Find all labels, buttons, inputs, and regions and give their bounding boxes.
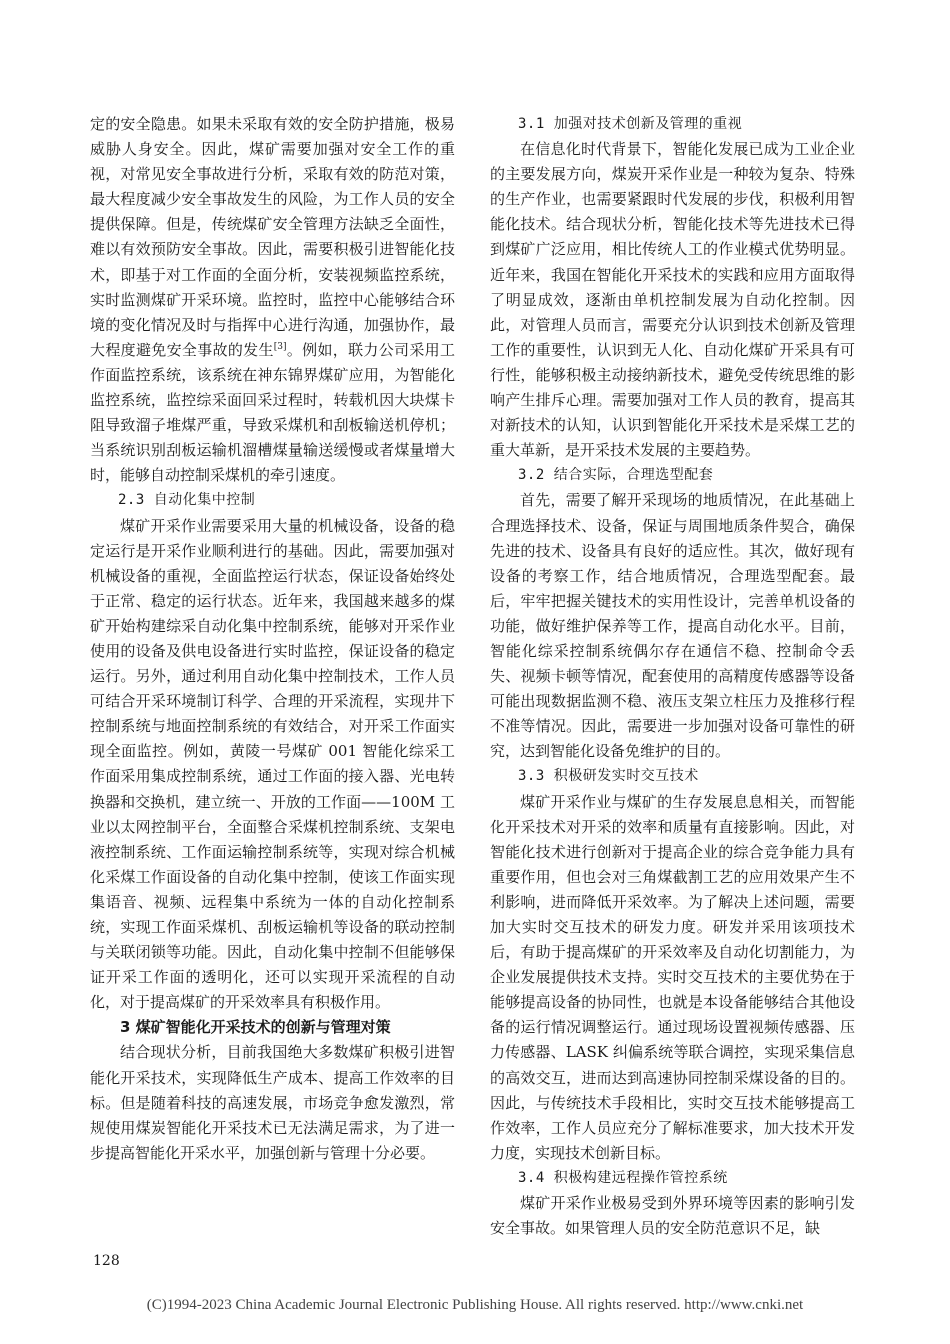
paragraph-text: 定的安全隐患。如果未采取有效的安全防护措施，极易威胁人身安全。因此，煤矿需要加强对安全工作的重视，对常见安全事故进行分析，采取有效的防范对策，最大程度减少安全事故发生的风险，为工作人员的安全提供保障。但是，传统煤矿安全管理方法缺乏全面性，难以有效预防安全事故。因此，需要积极引进智能化技术，即基于对工作面的全面分析，安装视频监控系统，实时监测煤矿开采环境。监控时，监控中心能够结合环境的变化情况及时与指挥中心进行沟通，加强协作，最大程度避免安全事故的发生 xyxy=(90,115,455,359)
body-paragraph: 煤矿开采作业与煤矿的生存发展息息相关，而智能化开采技术对开采的效率和质量有直接影响。因此，对智能化技术进行创新对于提高企业的综合竞争能力具有重要作用，但也会对三角煤截割工艺的应用效果产生不利影响，进而降低开采效率。为了解决上述问题，需要加大实时交互技术的研发力度。研发并采用该项技术后，有助于提高煤矿的开采效率及自动化切割能力，为企业发展提供技术支持。实时交互技术的主要优势在于能够提高设备的协同性，也就是本设备能够结合其他设备的运行情况调整运行。通过现场设置视频传感器、压力传感器、LASK 纠偏系统等联合调控，实现采集信息的高效交互，进而达到高速协同控制采煤设备的目的。因此，与传统技术手段相比，实时交互技术能够提高工作效率，工作人员应充分了解标准要求，加大技术开发力度，实现技术创新目标。 xyxy=(490,792,855,1162)
section-heading-2-3: 2.3 自动化集中控制 xyxy=(118,492,256,509)
body-paragraph xyxy=(90,112,455,488)
citation-ref[interactable]: [3] xyxy=(273,341,287,352)
paragraph-text: 。例如，联力公司采用工作面监控系统，该系统在神东锦界煤矿应用，为智能化监控系统，监控综采面回采过程时，转载机因大块煤卡阻导致溜子堆煤严重，导致采煤机和刮板输送机停机；当系统识别刮板运输机溜槽煤量输送缓慢或者煤量增大时，能够自动控制采煤机的牵引速度。 xyxy=(90,340,455,485)
section-heading-3-4: 3.4 积极构建远程操作管控系统 xyxy=(518,1169,728,1186)
copyright-footer: (C)1994-2023 China Academic Journal Electronic Publishing House. All rights reserved. http://www.cnki.net xyxy=(146,1297,804,1313)
section-heading-3-2: 3.2 结合实际，合理选型配套 xyxy=(518,467,714,484)
section-heading-3-1: 3.1 加强对技术创新及管理的重视 xyxy=(518,116,743,132)
body-paragraph: 首先，需要了解开采现场的地质情况，在此基础上合理选择技术、设备，保证与周围地质条件契合，确保先进的技术、设备具有良好的适应性。其次，做好现有设备的考察工作，结合地质情况，合理选型配套。最后，牢牢把握关键技术的实用性设计，完善单机设备的功能，做好维护保养等工作，提高自动化水平。目前，智能化综采控制系统偶尔存在通信不稳、控制命令丢失、视频卡顿等情况，配套使用的高精度传感器等设备可能出现数据监测不稳、液压支架立柱压力及推移行程不准等情况。因此，需要进一步加强对设备可靠性的研究，达到智能化设备免维护的目的。 xyxy=(490,491,855,761)
left-column xyxy=(90,112,455,1166)
section-heading-3-3: 3.3 积极研发实时交互技术 xyxy=(518,768,699,785)
body-paragraph: 结合现状分析，目前我国绝大多数煤矿积极引进智能化开采技术，实现降低生产成本、提高工作效率的目标。但是随着科技的高速发展，市场竞争愈发激烈，常规使用煤炭智能化开采技术已无法满足需求，为了进一步提高智能化开采水平，加强创新与管理十分必要。 xyxy=(90,1043,455,1162)
body-paragraph: 煤矿开采作业极易受到外界环境等因素的影响引发安全事故。如果管理人员的安全防范意识不足，缺 xyxy=(490,1194,855,1238)
body-paragraph: 煤矿开采作业需要采用大量的机械设备，设备的稳定运行是开采作业顺利进行的基础。因此，需要加强对机械设备的重视，全面监控运行状态，保证设备始终处于正常、稳定的运行状态。近年来，我国越来越多的煤矿开始构建综采自动化集中控制系统，能够对开采作业使用的设备及供电设备进行实时监控，保证设备的稳定运行。另外，通过利用自动化集中控制技术，工作人员可结合开采环境制订科学、合理的开采流程，实现井下控制系统与地面控制系统的有效结合，对开采工作面实现全面监控。例如，黄陵一号煤矿 001 智能化综采工作面采用集成控制系统，通过工作面的接入器、光电转换器和交换机，建立统一、开放的工作面——100M 工业以太网控制平台，全面整合采煤机控制系统、支架电液控制系统、工作面运输控制系统等，实现对综合机械化采煤工作面设备的自动化集中控制，使该工作面实现集语音、视频、远程集中系统为一体的自动化控制系统，实现工作面采煤机、刮板运输机等设备的联动控制与关联闭锁等功能。因此，自动化集中控制不但能够保证开采工作面的透明化，还可以实现开采流程的自动化，对于提高煤矿的开采效率具有积极作用。 xyxy=(90,516,455,1012)
right-column xyxy=(490,112,855,1241)
page-number: 128 xyxy=(93,1253,120,1269)
body-paragraph: 在信息化时代背景下，智能化发展已成为工业企业的主要发展方向，煤炭开采作业是一种较为复杂、特殊的生产作业，也需要紧跟时代发展的步伐，积极利用智能化技术。结合现状分析，智能化技术等先进技术已得到煤矿广泛应用，相比传统人工的作业模式优势明显。近年来，我国在智能化开采技术的实践和应用方面取得了明显成效，逐渐由单机控制发展为自动化控制。因此，对管理人员而言，需要充分认识到技术创新及管理工作的重要性，认识到无人化、自动化煤矿开采具有可行性，能够积极主动接纳新技术，避免受传统思维的影响产生排斥心理。需要加强对工作人员的教育，提高其对新技术的认知，认识到智能化开采技术是采煤工艺的重大革新，是开采技术发展的主要趋势。 xyxy=(490,140,855,460)
section-heading-3: 3 煤矿智能化开采技术的创新与管理对策 xyxy=(120,1018,391,1037)
